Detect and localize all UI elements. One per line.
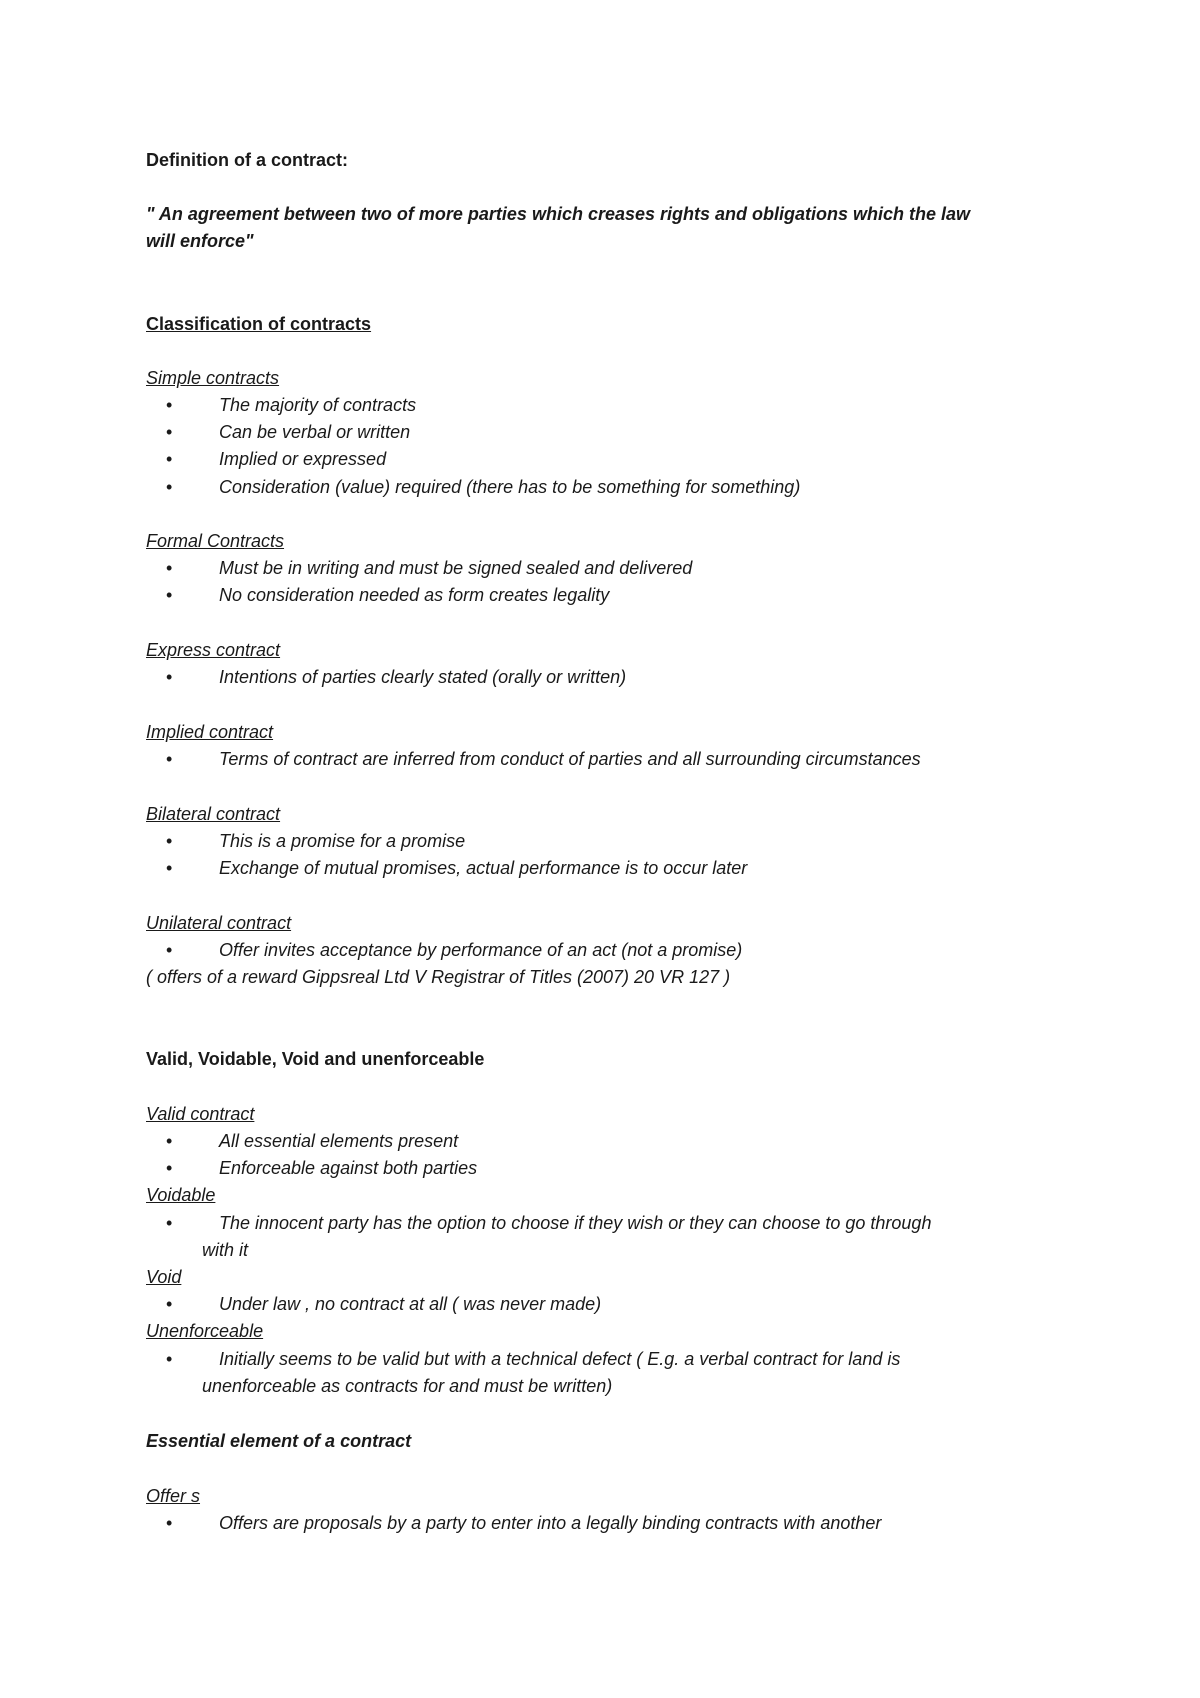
simple-contracts-title: Simple contracts [146,368,280,388]
list-item: Offer invites acceptance by performance of an act (not a promise) [219,940,743,960]
bullet-icon: • [166,1213,173,1233]
bullet-icon: • [166,395,173,415]
list-item: Must be in writing and must be signed sealed and delivered [219,558,693,578]
list-item: No consideration needed as form creates legality [219,585,610,605]
bullet-icon: • [166,940,173,960]
heading-essential: Essential element of a contract [146,1431,412,1451]
list-item: This is a promise for a promise [219,831,466,851]
heading-classification: Classification of contracts [146,314,372,334]
list-item: Initially seems to be valid but with a technical defect ( E.g. a verbal contract for land is [219,1349,901,1369]
implied-contract-title: Implied contract [146,722,274,742]
formal-contracts-title: Formal Contracts [146,531,285,551]
list-item: The innocent party has the option to choose if they wish or they can choose to go through [219,1213,932,1233]
list-item-continuation: with it [202,1240,249,1260]
list-item: Can be verbal or written [219,422,411,442]
bullet-icon: • [166,1131,173,1151]
bullet-icon: • [166,422,173,442]
bilateral-contract-title: Bilateral contract [146,804,281,824]
heading-definition: Definition of a contract: [146,150,348,170]
list-item: Consideration (value) required (there has to be something for something) [219,477,801,497]
express-contract-title: Express contract [146,640,281,660]
list-item: Enforceable against both parties [219,1158,478,1178]
bullet-icon: • [166,1294,173,1314]
definition-text-line-2: will enforce" [146,231,254,251]
list-item-continuation: unenforceable as contracts for and must be written) [202,1376,613,1396]
list-item: Intentions of parties clearly stated (orally or written) [219,667,627,687]
unilateral-note: ( offers of a reward Gippsreal Ltd V Registrar of Titles (2007) 20 VR 127 ) [146,967,731,987]
bullet-icon: • [166,1349,173,1369]
offers-title: Offer s [146,1486,201,1506]
list-item: The majority of contracts [219,395,417,415]
list-item: Implied or expressed [219,449,387,469]
bullet-icon: • [166,449,173,469]
bullet-icon: • [166,477,173,497]
list-item: All essential elements present [219,1131,459,1151]
bullet-icon: • [166,1513,173,1533]
bullet-icon: • [166,858,173,878]
void-title: Void [146,1267,182,1287]
list-item: Terms of contract are inferred from conduct of parties and all surrounding circumstances [219,749,921,769]
list-item: Under law , no contract at all ( was never made) [219,1294,602,1314]
unenforceable-title: Unenforceable [146,1321,264,1341]
bullet-icon: • [166,667,173,687]
definition-text-line-1: " An agreement between two of more parties which creases rights and obligations which the law [146,204,971,224]
bullet-icon: • [166,1158,173,1178]
voidable-title: Voidable [146,1185,216,1205]
bullet-icon: • [166,749,173,769]
bullet-icon: • [166,585,173,605]
list-item: Offers are proposals by a party to enter into a legally binding contracts with another [219,1513,882,1533]
list-item: Exchange of mutual promises, actual performance is to occur later [219,858,748,878]
unilateral-contract-title: Unilateral contract [146,913,292,933]
bullet-icon: • [166,831,173,851]
bullet-icon: • [166,558,173,578]
heading-validity: Valid, Voidable, Void and unenforceable [146,1049,485,1069]
valid-contract-title: Valid contract [146,1104,255,1124]
